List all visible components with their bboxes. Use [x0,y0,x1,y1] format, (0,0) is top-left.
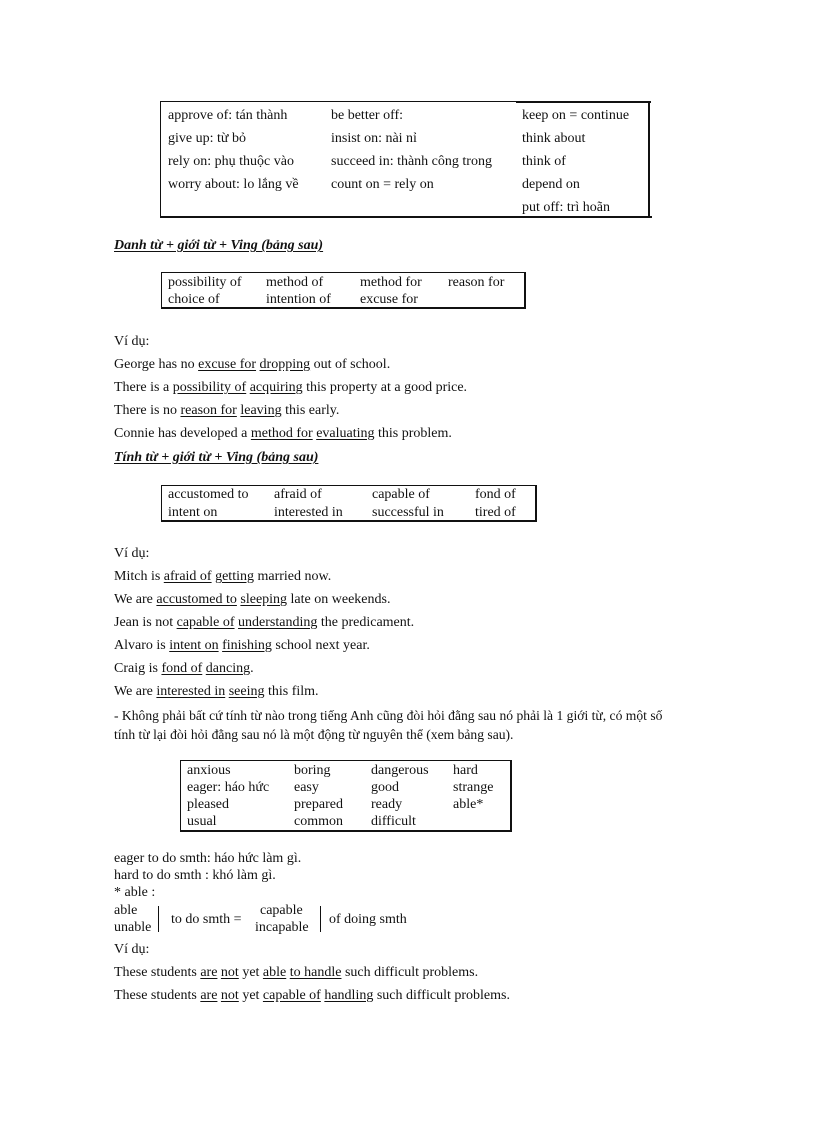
underlined-phrase: accustomed to [156,592,237,607]
table3-cell: common [294,814,343,829]
table3-cell: able* [453,797,484,812]
underlined-phrase: are [200,965,218,980]
underlined-phrase: seeing [228,684,265,699]
note-unable: unable [114,920,152,935]
note-of-doing: of doing smth [329,912,407,927]
note-hard: hard to do smth : khó làm gì. [114,868,276,883]
underlined-phrase: leaving [240,403,282,418]
underlined-phrase: interested in [156,684,226,699]
table2b-cell: intent on [168,505,218,520]
underlined-phrase: excuse for [198,357,257,372]
sentence-text: the predicament. [317,615,415,630]
sentence-text: out of school. [310,357,391,372]
sentence-text: Craig is [114,661,162,676]
underlined-phrase: intent on [169,638,219,653]
sentence-text: this property at a good price. [302,380,468,395]
underlined-phrase: fond of [161,661,203,676]
table3-cell: dangerous [371,763,429,778]
section-heading-nouns: Danh từ + giới từ + Ving (bảng sau) [114,238,324,253]
underlined-phrase: able [262,965,287,980]
sentence-text: yet [238,965,263,980]
table1-cell: approve of: tán thành [168,108,288,123]
underlined-phrase: handling [324,988,374,1003]
table3-cell: ready [371,797,403,812]
table1-cell: count on = rely on [331,177,434,192]
example-sentence [114,965,478,981]
note-paragraph-line: - Không phải bất cứ tính từ nào trong tiếng Anh cũng đòi hỏi đằng sau nó phải là 1 giới từ, có một số [114,708,663,723]
sentence-text: married now. [253,569,332,584]
underlined-phrase: finishing [222,638,272,653]
note-paragraph-line: tính từ lại đòi hỏi đằng sau nó là một động từ nguyên thể (xem bảng sau). [114,727,514,742]
table3-cell: good [371,780,399,795]
table2-cell: excuse for [360,292,418,307]
table3-cell: pleased [187,797,229,812]
underlined-phrase: not [220,988,239,1003]
sentence-text: such difficult problems. [341,965,479,980]
adjective-preposition-table [161,485,537,522]
table2-cell: method of [266,275,324,290]
table1-cell: depend on [522,177,580,192]
underlined-phrase: acquiring [249,380,303,395]
sentence-text: Alvaro is [114,638,170,653]
table2b-cell: fond of [475,487,516,502]
table3-cell: easy [294,780,319,795]
underlined-phrase: dropping [259,357,311,372]
example-sentence [114,638,370,654]
table2b-cell: tired of [475,505,516,520]
table3-cell: usual [187,814,217,829]
sentence-text: such difficult problems. [373,988,510,1003]
example-label: Ví dụ: [114,942,150,957]
sentence-text: . [250,661,254,676]
table2-cell: intention of [266,292,331,307]
note-to-do: to do smth = [171,912,242,927]
sentence-text: There is no [114,403,181,418]
sentence-text: this problem. [374,426,452,441]
table2-cell: reason for [448,275,505,290]
sentence-text: school next year. [271,638,370,653]
example-label: Ví dụ: [114,546,150,561]
note-able-label: * able : [114,885,156,900]
table2b-cell: successful in [372,505,444,520]
table1-cell: succeed in: thành công trong [331,154,492,169]
example-sentence [114,380,467,396]
example-sentence [114,403,339,419]
sentence-text: this early. [281,403,340,418]
sentence-text: Connie has developed a [114,426,251,441]
underlined-phrase: reason for [180,403,237,418]
table3-cell: strange [453,780,494,795]
table1-cell: be better off: [331,108,404,123]
table1-cell: think of [522,154,566,169]
table3-cell: anxious [187,763,231,778]
table1-cell: insist on: nài nỉ [331,131,417,146]
example-sentence [114,988,510,1004]
underlined-phrase: not [220,965,239,980]
verb-preposition-table [160,101,650,218]
table2b-cell: interested in [274,505,343,520]
table3-cell: eager: háo hức [187,780,270,795]
example-sentence [114,426,452,442]
example-sentence [114,661,254,677]
noun-preposition-table [161,272,526,309]
sentence-text: There is a [114,380,173,395]
example-sentence [114,592,390,608]
sentence-text: George has no [114,357,199,372]
table1-cell: rely on: phụ thuộc vào [168,154,294,169]
underlined-phrase: method for [250,426,313,441]
sentence-text: We are [114,592,157,607]
table3-cell: boring [294,763,331,778]
sentence-text: late on weekends. [287,592,391,607]
table1-cell: keep on = continue [522,108,630,123]
sentence-text: Mitch is [114,569,164,584]
note-eager: eager to do smth: háo hức làm gì. [114,851,302,866]
table3-cell: difficult [371,814,416,829]
section-heading-adjectives: Tính từ + giới từ + Ving (bảng sau) [114,450,319,465]
underlined-phrase: dancing [205,661,251,676]
underlined-phrase: sleeping [240,592,288,607]
table1-cell: think about [522,131,586,146]
note-capable: capable [260,903,303,918]
underlined-phrase: to handle [289,965,342,980]
sentence-text: These students [114,965,201,980]
underlined-phrase: getting [215,569,254,584]
table2b-cell: accustomed to [168,487,249,502]
example-label: Ví dụ: [114,334,150,349]
table1-cell: give up: từ bỏ [168,131,246,146]
table1-cell: worry about: lo lắng về [168,177,299,192]
underlined-phrase: afraid of [163,569,212,584]
sentence-text: These students [114,988,201,1003]
example-sentence [114,569,331,585]
example-sentence [114,684,319,700]
example-sentence [114,357,390,373]
adjective-infinitive-table [180,760,512,832]
table2b-cell: capable of [372,487,430,502]
table3-cell: hard [453,763,478,778]
table1-cell: put off: trì hoãn [522,200,611,215]
table2-cell: possibility of [168,275,242,290]
sentence-text: Jean is not [114,615,177,630]
sentence-text: this film. [264,684,319,699]
underlined-phrase: evaluating [316,426,375,441]
table2-cell: method for [360,275,422,290]
underlined-phrase: capable of [262,988,321,1003]
table2-cell: choice of [168,292,220,307]
underlined-phrase: capable of [176,615,235,630]
note-incapable: incapable [255,920,309,935]
underlined-phrase: understanding [238,615,318,630]
underlined-phrase: possibility of [172,380,247,395]
example-sentence [114,615,414,631]
note-able: able [114,903,138,918]
table2b-cell: afraid of [274,487,322,502]
sentence-text: We are [114,684,157,699]
sentence-text: yet [238,988,263,1003]
left-bracket [158,906,161,932]
underlined-phrase: are [200,988,218,1003]
table3-cell: prepared [294,797,343,812]
right-bracket [320,906,323,932]
